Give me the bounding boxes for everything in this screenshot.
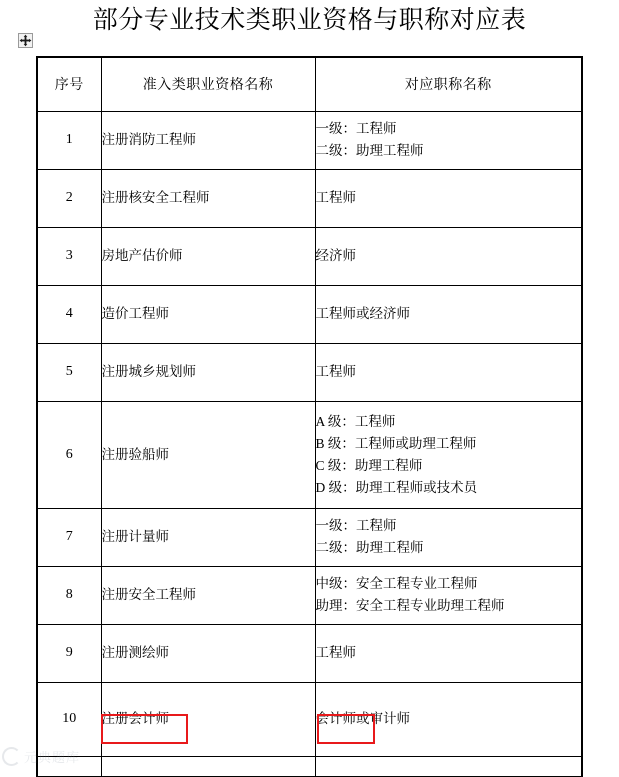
certificate-name: 注册安全工程师 — [101, 566, 315, 624]
title-line: 会计师或审计师 — [315, 711, 410, 726]
corresponding-title — [315, 508, 582, 566]
title-line: 经济师 — [315, 248, 356, 263]
title-line: 二级：助理工程师 — [315, 143, 424, 158]
title-line: 中级：安全工程专业工程师 — [315, 576, 478, 591]
corresponding-title — [315, 285, 582, 343]
title-line: 工程师或经济师 — [315, 306, 410, 321]
title-line: 工程师 — [315, 190, 356, 205]
table-row — [37, 401, 582, 508]
table-row — [37, 343, 582, 401]
table-row — [37, 508, 582, 566]
corresponding-title — [315, 566, 582, 624]
table-row-partial — [37, 756, 582, 776]
title-line: 助理：安全工程专业助理工程师 — [315, 598, 505, 613]
certificate-name: 注册验船师 — [101, 401, 315, 508]
table-row — [37, 285, 582, 343]
title-line: 二级：助理工程师 — [315, 540, 424, 555]
watermark-text: 元典题库 — [24, 749, 81, 765]
row-number: 1 — [37, 111, 101, 169]
row-number: 3 — [37, 227, 101, 285]
corresponding-title — [315, 682, 582, 756]
corresponding-title — [315, 169, 582, 227]
corresponding-title — [315, 227, 582, 285]
row-number: 6 — [37, 401, 101, 508]
row-number: 9 — [37, 624, 101, 682]
certificate-name: 注册城乡规划师 — [101, 343, 315, 401]
row-number: 10 — [37, 682, 101, 756]
certificate-name: 注册会计师 — [101, 682, 315, 756]
certificate-name: 房地产估价师 — [101, 227, 315, 285]
title-line: B 级：工程师或助理工程师 — [315, 435, 477, 451]
site-watermark — [2, 744, 98, 768]
table-header-row — [37, 57, 582, 111]
certificate-name: 造价工程师 — [101, 285, 315, 343]
row-number: 4 — [37, 285, 101, 343]
corresponding-title — [315, 756, 582, 776]
column-header-title: 对应职称名称 — [315, 57, 582, 111]
column-header-certificate: 准入类职业资格名称 — [101, 57, 315, 111]
table-row — [37, 111, 582, 169]
corresponding-title — [315, 111, 582, 169]
row-number: 7 — [37, 508, 101, 566]
corresponding-title — [315, 401, 582, 508]
title-line: 工程师 — [315, 364, 356, 379]
certificate-name — [101, 756, 315, 776]
title-line: A 级：工程师 — [315, 413, 396, 429]
watermark-ring-icon — [2, 747, 21, 766]
qualification-title-mapping-table — [36, 56, 583, 777]
corresponding-title — [315, 343, 582, 401]
table-row — [37, 682, 582, 756]
certificate-name: 注册计量师 — [101, 508, 315, 566]
corresponding-title — [315, 624, 582, 682]
page-title: 部分专业技术类职业资格与职称对应表 — [92, 6, 527, 34]
row-number: 5 — [37, 343, 101, 401]
table-row — [37, 566, 582, 624]
table-row — [37, 624, 582, 682]
row-number: 2 — [37, 169, 101, 227]
certificate-name: 注册消防工程师 — [101, 111, 315, 169]
title-line: D 级：助理工程师或技术员 — [315, 479, 478, 495]
title-line: 一级：工程师 — [315, 121, 397, 136]
title-line: 工程师 — [315, 645, 356, 660]
table-move-handle-icon[interactable] — [18, 33, 33, 48]
column-header-no: 序号 — [37, 57, 101, 111]
table-row — [37, 169, 582, 227]
title-line: 一级：工程师 — [315, 518, 397, 533]
table-row — [37, 227, 582, 285]
certificate-name: 注册核安全工程师 — [101, 169, 315, 227]
row-number: 8 — [37, 566, 101, 624]
certificate-name: 注册测绘师 — [101, 624, 315, 682]
title-line: C 级：助理工程师 — [315, 457, 423, 473]
